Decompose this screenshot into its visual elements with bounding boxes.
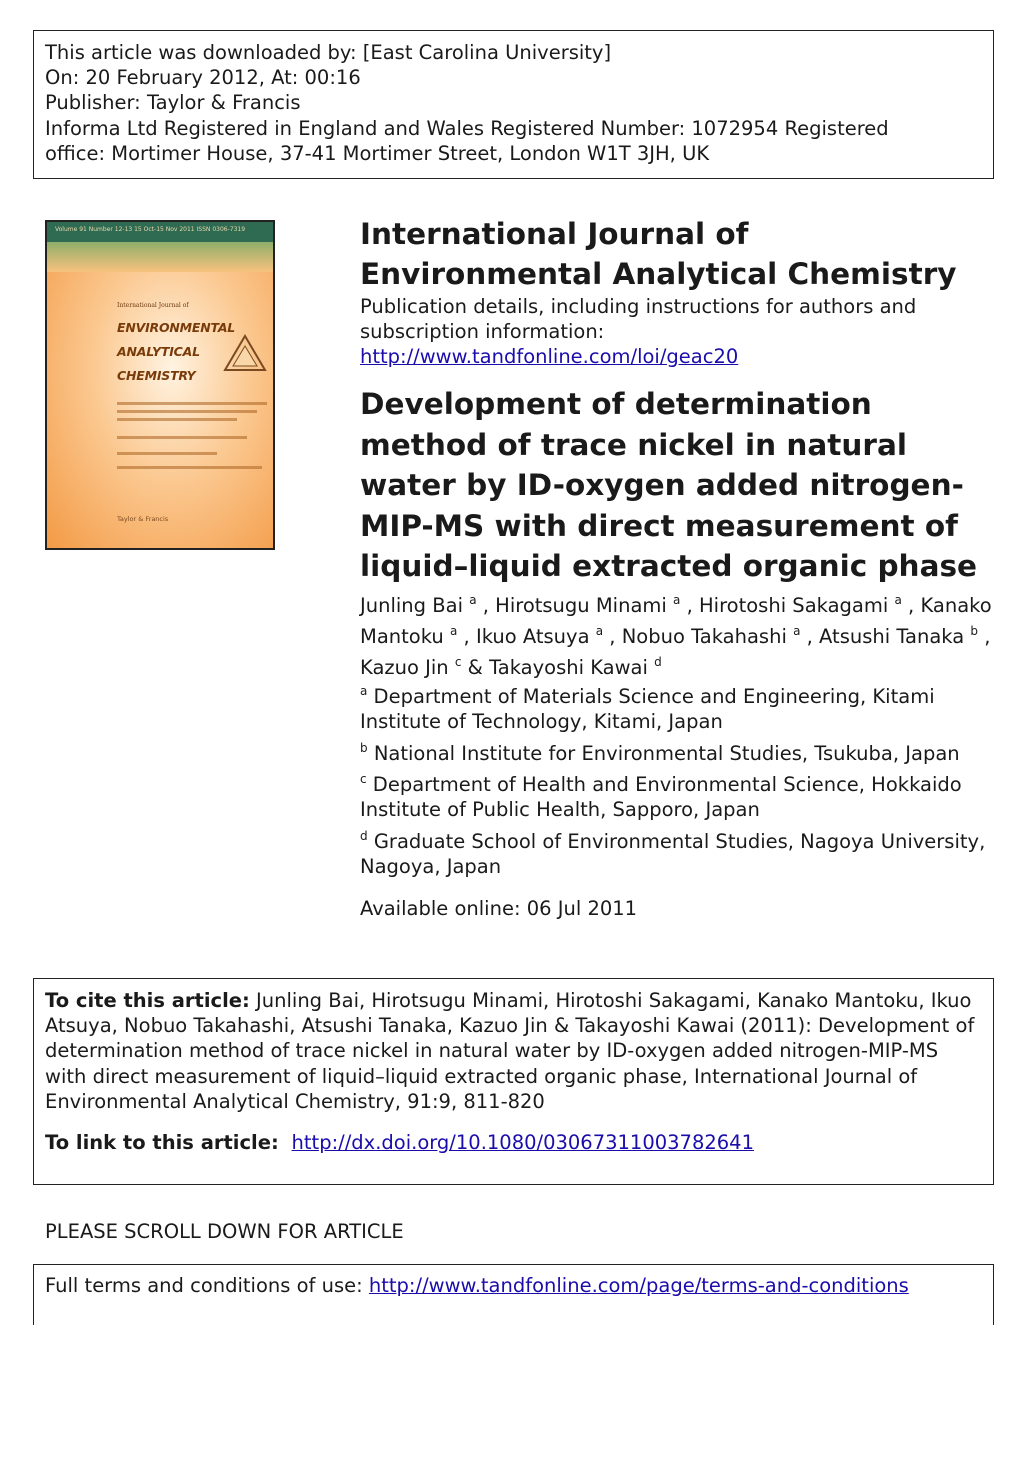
publication-details-text: Publication details, including instructions for authors and subscription information: bbox=[360, 295, 917, 344]
author-affiliation-marker: a bbox=[894, 593, 902, 607]
author-separator: , bbox=[901, 594, 921, 617]
link-row bbox=[45, 1130, 982, 1155]
terms-box bbox=[33, 1264, 994, 1325]
cover-title-line-2: ANALYTICAL bbox=[117, 344, 200, 359]
author-affiliation-marker: a bbox=[449, 624, 458, 638]
download-line-5: office: Mortimer House, 37-41 Mortimer Street, London W1T 3JH, UK bbox=[45, 141, 710, 165]
author-name: Nobuo Takahashi bbox=[621, 625, 787, 648]
author-name: Junling Bai bbox=[360, 594, 463, 617]
author-name: Ikuo Atsuya bbox=[475, 625, 590, 648]
citation-text bbox=[45, 988, 982, 1114]
author-affiliation-marker: a bbox=[793, 624, 801, 638]
article-title: Development of determination method of trace nickel in natural water by ID-oxygen added nitrogen-MIP-MS with direct measurement of liquid–liquid extracted organic phase bbox=[360, 387, 978, 583]
author-separator: , bbox=[457, 625, 476, 648]
download-line-1: This article was downloaded by: [East Carolina University] bbox=[45, 41, 612, 64]
cover-journal-small: International Journal of bbox=[117, 302, 189, 309]
citation-label: To cite this article: bbox=[45, 989, 250, 1012]
terms-link[interactable]: http://www.tandfonline.com/page/terms-and-conditions bbox=[368, 1274, 909, 1297]
cover-triangle-logo-icon bbox=[223, 334, 267, 374]
journal-cover-image bbox=[45, 220, 275, 550]
author-separator: , bbox=[680, 594, 699, 617]
terms-label: Full terms and conditions of use: bbox=[45, 1274, 369, 1297]
affiliation-d: $^d$ Graduate School of Environmental Studies, Nagoya University, Nagoya, Japan bbox=[360, 829, 986, 879]
journal-url-link[interactable]: http://www.tandfonline.com/loi/geac20 bbox=[360, 345, 739, 369]
author-list bbox=[360, 590, 1000, 683]
author-affiliation-marker: b bbox=[970, 624, 979, 638]
affiliation-b: $^b$ National Institute for Environmental Studies, Tsukuba, Japan bbox=[360, 741, 960, 765]
author-separator: , bbox=[800, 625, 820, 648]
author-name: Hirotsugu Minami bbox=[495, 594, 667, 617]
publication-details bbox=[360, 294, 990, 370]
scroll-down-note: PLEASE SCROLL DOWN FOR ARTICLE bbox=[45, 1220, 404, 1243]
author-separator: , bbox=[476, 594, 496, 617]
download-line-4: Informa Ltd Registered in England and Wales Registered Number: 1072954 Registered bbox=[45, 116, 889, 140]
download-info-box bbox=[33, 30, 994, 179]
cover-band-text: Volume 91 Number 12-13 15 Oct-15 Nov 2011 ISSN 0306-7319 bbox=[55, 226, 246, 233]
author-affiliation-marker: a bbox=[595, 624, 604, 638]
cover-title-line-3: CHEMISTRY bbox=[117, 368, 196, 383]
author-name: Kazuo Jin bbox=[360, 656, 449, 679]
author-separator: , bbox=[978, 625, 991, 648]
available-online-date: Available online: 06 Jul 2011 bbox=[360, 897, 638, 920]
author-affiliation-marker: a bbox=[673, 593, 681, 607]
citation-box bbox=[33, 978, 994, 1185]
author-affiliation-marker: c bbox=[454, 655, 462, 669]
journal-title: International Journal of Environmental Analytical Chemistry bbox=[360, 217, 957, 291]
author-separator: , bbox=[603, 625, 622, 648]
author-affiliation-marker: a bbox=[469, 593, 477, 607]
author-separator: & bbox=[461, 656, 490, 679]
author-name: Kanako Mantoku bbox=[360, 594, 992, 648]
citation-body: Junling Bai, Hirotsugu Minami, Hirotoshi Sakagami, Kanako Mantoku, Ikuo Atsuya, Nobuo Takahashi, Atsushi Tanaka, Kazuo Jin & Takayoshi Kawai (2011): Development of determination method of trace nickel in natural water by ID-oxygen added nitrogen-MIP-MS with direct measurement of liquid–liquid extracted organic phase, International Journal of Environmental Analytical Chemistry, 91:9, 811-820 bbox=[45, 989, 975, 1113]
author-name: Atsushi Tanaka bbox=[819, 625, 965, 648]
author-affiliation-marker: d bbox=[654, 655, 662, 669]
cover-publisher-logo: Taylor & Francis bbox=[117, 515, 169, 523]
download-line-3: Publisher: Taylor & Francis bbox=[45, 91, 301, 115]
affiliation-a: $^a$ Department of Materials Science and Engineering, Kitami Institute of Technology, Kitami, Japan bbox=[360, 684, 935, 734]
link-label: To link to this article: bbox=[45, 1131, 286, 1155]
affiliation-c: $^c$ Department of Health and Environmental Science, Hokkaido Institute of Public Health, Sapporo, Japan bbox=[360, 772, 962, 822]
cover-title-line-1: ENVIRONMENTAL bbox=[117, 320, 236, 335]
cover-top-band bbox=[47, 222, 273, 242]
author-name: Takayoshi Kawai bbox=[489, 656, 648, 679]
download-line-2: On: 20 February 2012, At: 00:16 bbox=[45, 66, 361, 90]
author-name: Hirotoshi Sakagami bbox=[699, 594, 889, 617]
doi-link[interactable]: http://dx.doi.org/10.1080/03067311003782641 bbox=[291, 1131, 754, 1155]
